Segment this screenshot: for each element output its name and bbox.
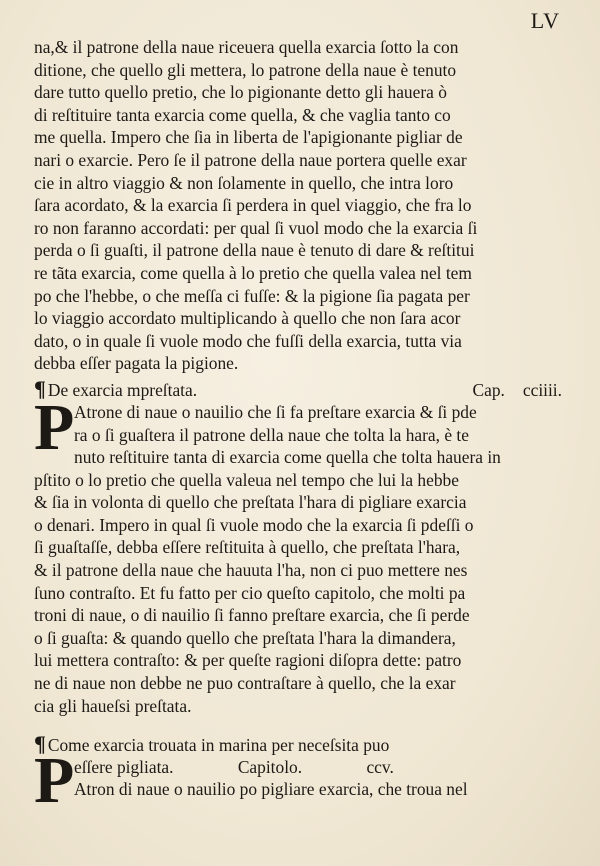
folio-number: LV [530,8,560,33]
text-line: ro non faranno accordati: per qual ſi vuol modo che la exarcia ſi [34,217,478,238]
text-line: ſuno contraſto. Et fu fatto per cio queſto capitolo, che molti pa [34,582,466,603]
paragraph-2 [34,390,564,717]
text-line: & ſia in volonta di quello che preſtata l'hara di pigliare exarcia [34,492,467,513]
text-line: re tãta exarcia, come quella à lo pretio che quella valea nel tem [34,262,472,283]
chapter-title: ¶ De exarcia mpreſtata. [34,377,197,402]
text-line: di reſtituire tanta exarcia come quella, & che vaglia tanto co [34,104,451,125]
text-line: o denari. Impero in qual ſi vuole modo che la exarcia ſi pdeſſi o [34,514,474,535]
text-line: ſara acordato, & la exarcia ſi perdera in quel viaggio, che fra lo [34,195,472,216]
chapter-heading-ccv [34,733,564,756]
chapter-heading-ccv-line2 [34,756,564,779]
text-line: cia gli haueſsi preſtata. [34,695,192,716]
text-block [34,36,564,818]
text-line: o ſi guaſta: & quando quello che preſtata l'hara la dimandera, [34,627,456,648]
chapter-heading-cciiii [34,377,564,401]
text-line: troni di naue, o di nauilio ſi fanno preſtare exarcia, che ſi perde [34,605,470,626]
text-line: nuto reſtituire tanta di exarcia come quella che tolta hauera in [74,447,501,468]
text-line: pſtito o lo pretio che quella valeua nel tempo che lui la hebbe [34,469,459,490]
chapter-label: Cap. [472,379,505,400]
text-line: po che l'hebbe, o che meſſa ci fuſſe: & la pigione ſia pagata per [34,285,470,306]
chapter-number [473,378,565,402]
text-line: Atron di naue o nauilio po pigliare exarcia, che troua nel [74,779,468,800]
text-line: perda o ſi guaſti, il patrone della naue è tenuto di dare & reſtitui [34,240,475,261]
paragraph-1 [34,36,564,375]
chapter-numeral: ccv. [366,756,394,777]
text-line: cie in altro viaggio & non ſolamente in quello, che intra loro [34,172,454,193]
text-line: me quella. Impero che ſia in liberta de l'apigionante pigliar de [34,127,463,148]
text-line: dato, o in quale ſi vuole modo che fuſſi della exarcia, tutta via [34,330,462,351]
text-line: ditione, che quello gli mettera, lo patrone della naue è tenuto [34,59,457,80]
text-line: debba eſſer pagata la pigione. [34,353,239,374]
text-line: ſi guaſtaſſe, debba eſſere reſtituita à quello, che preſtata l'hara, [34,537,461,558]
chapter-title-cont: eſſere pigliata. [74,756,174,777]
text-line: ne di naue non debbe ne puo contraſtare à quello, che la exar [34,673,456,694]
text-line: Atrone di naue o nauilio che ſi fa preſtare exarcia & ſi pde [74,401,477,422]
text-line: & il patrone della naue che hauuta l'ha, non ci puo mettere nes [34,560,468,581]
text-line: ra o ſi guaſtera il patrone della naue che tolta la hara, è te [74,424,469,445]
text-line: na,& il patrone della naue riceuera quella exarcia ſotto la con [34,37,459,57]
spacer [34,717,564,733]
drop-capital: P [34,390,75,464]
text-line: nari o exarcie. Pero ſe il patrone della naue portera quelle exar [34,149,467,170]
text-line: lo viaggio accordato multiplicando à quello che non ſara acor [34,308,461,329]
text-line: lui mettera contraſto: & per queſte ragioni diſopra dette: patro [34,650,462,671]
chapter-label: Capitolo. [237,756,303,777]
text-line: dare tutto quello pretio, che lo pigionante detto gli hauera ò [34,82,447,103]
drop-capital: P [34,744,75,818]
chapter-title: ¶ Come exarcia trouata in marina per neceſsita puo [34,735,389,755]
chapter-numeral: cciiii. [522,379,562,400]
